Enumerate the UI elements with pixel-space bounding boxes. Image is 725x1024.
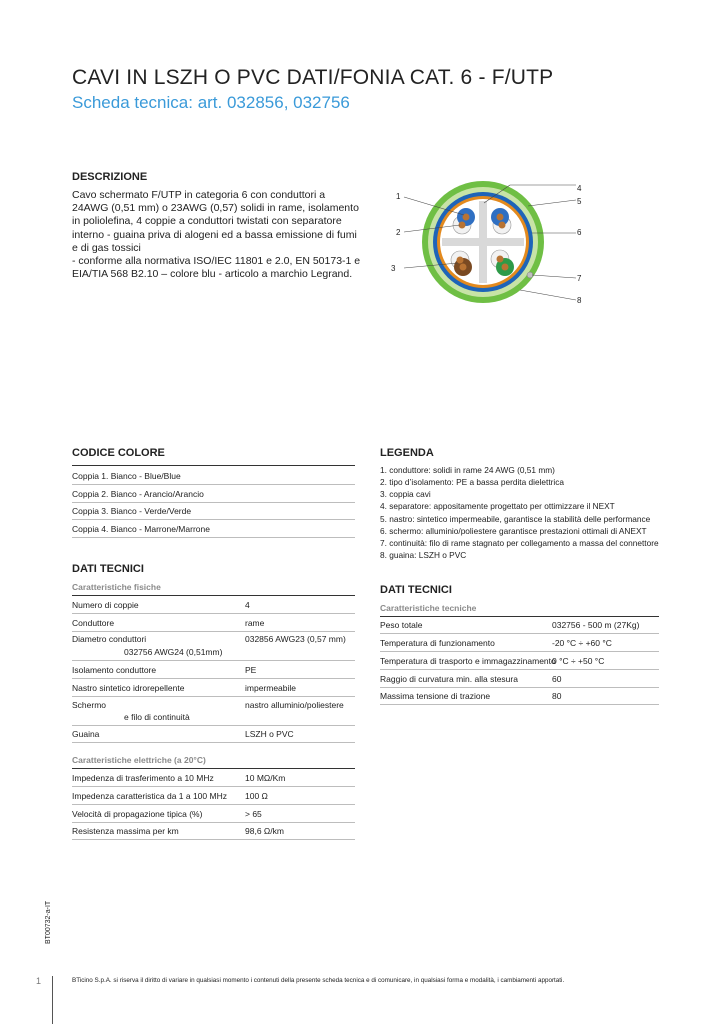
conductor (460, 264, 467, 271)
divider (72, 725, 355, 726)
tecniche-label: Temperatura di funzionamento (380, 638, 495, 648)
legend-item: 8. guaina: LSZH o PVC (380, 550, 467, 560)
elettriche-label: Velocità di propagazione tipica (%) (72, 809, 203, 819)
legend-item: 4. separatore: appositamente progettato per ottimizzare il NEXT (380, 501, 615, 511)
tecniche-value: 80 (552, 691, 562, 701)
legend-item: 3. coppia cavi (380, 489, 431, 499)
caratteristiche-fisiche-subheading: Caratteristiche fisiche (72, 582, 161, 592)
divider (380, 616, 659, 617)
tecniche-label: Massima tensione di trazione (380, 691, 491, 701)
elettriche-label: Impedenza di trasferimento a 10 MHz (72, 773, 214, 783)
fisiche-label: Schermo (72, 700, 107, 710)
fisiche-value: impermeabile (245, 683, 297, 693)
divider (72, 613, 355, 614)
legenda-heading: LEGENDA (380, 447, 434, 459)
fisiche-label-line2: e filo di continuità (124, 712, 190, 722)
color-code-row: Coppia 2. Bianco - Arancio/Arancio (72, 489, 204, 499)
document-code: BT00732-a-IT (45, 900, 52, 944)
conductor (457, 257, 464, 264)
fisiche-value: 032856 AWG23 (0,57 mm) (245, 634, 346, 644)
divider (380, 669, 659, 670)
footer-note: BTicino S.p.A. si riserva il diritto di variare in qualsiasi momento i contenuti della presente scheda tecnica e di comunicare, in qualsiasi forma e modalità, i cambiamenti apportati. (72, 977, 565, 984)
dati-tecnici-right-heading: DATI TECNICI (380, 584, 452, 596)
tecniche-value: -20 °C ÷ +60 °C (552, 638, 612, 648)
fisiche-label: Guaina (72, 729, 100, 739)
divider (72, 519, 355, 520)
conductor (497, 256, 504, 263)
diagram-label-4: 4 (577, 184, 582, 193)
diagram-label-6: 6 (577, 228, 582, 237)
cable-cross-section-diagram (380, 175, 590, 310)
caratteristiche-elettriche-subheading: Caratteristiche elettriche (a 20°C) (72, 755, 206, 765)
divider (72, 696, 355, 697)
legend-item: 1. conduttore: solidi in rame 24 AWG (0,51 mm) (380, 465, 555, 475)
descrizione-heading: DESCRIZIONE (72, 171, 148, 183)
elettriche-value: > 65 (245, 809, 262, 819)
fisiche-value: PE (245, 665, 257, 675)
legend-item: 7. continuità: filo di rame stagnato per collegamento a massa del connettore (380, 538, 659, 548)
fisiche-label: Conduttore (72, 618, 115, 628)
divider (72, 502, 355, 503)
page-subtitle: Scheda tecnica: art. 032856, 032756 (72, 93, 350, 112)
divider (72, 839, 355, 840)
tecniche-label: Temperatura di trasporto e immagazzinamento (380, 656, 556, 666)
diagram-label-7: 7 (577, 274, 582, 283)
tecniche-label: Raggio di curvatura min. alla stesura (380, 674, 518, 684)
divider (72, 786, 355, 787)
fisiche-label-line2: 032756 AWG24 (0,51mm) (124, 647, 223, 657)
diagram-label-1: 1 (396, 192, 401, 201)
footer-divider (52, 976, 53, 1024)
divider (72, 768, 355, 769)
page-number: 1 (36, 976, 42, 986)
divider (380, 633, 659, 634)
divider (72, 465, 355, 466)
descrizione-text: Cavo schermato F/UTP in categoria 6 con conduttori a 24AWG (0,51 mm) o 23AWG (0,57) solidi in rame, isolamento in poliolefina, 4 coppie a conduttori twistati con separatore interno - guaina priva di alogeni ed a bassa emissione di fumi e di gas tossici - conforme alla normativa ISO/IEC 11801 e 2.0, EN 50173-1 e EIA/TIA 568 B2.10 – colore blu - articolo a marchio Legrand. (72, 189, 361, 281)
divider (380, 687, 659, 688)
dati-tecnici-heading: DATI TECNICI (72, 563, 144, 575)
conductor (499, 222, 506, 229)
color-code-row: Coppia 4. Bianco - Marrone/Marrone (72, 524, 210, 534)
color-code-row: Coppia 3. Bianco - Verde/Verde (72, 506, 192, 516)
legend-item: 5. nastro: sintetico impermeabile, garantisce la stabilità delle performance (380, 514, 651, 524)
tecniche-value: 60 (552, 674, 562, 684)
divider (72, 484, 355, 485)
elettriche-label: Impedenza caratteristica da 1 a 100 MHz (72, 791, 227, 801)
divider (72, 742, 355, 743)
fisiche-label: Nastro sintetico idrorepellente (72, 683, 185, 693)
divider (380, 704, 659, 705)
tecniche-value: 032756 - 500 m (27Kg) (552, 620, 640, 630)
separator-horizontal (442, 238, 524, 246)
color-code-row: Coppia 1. Bianco - Blue/Blue (72, 471, 181, 481)
elettriche-value: 100 Ω (245, 791, 268, 801)
divider (380, 651, 659, 652)
fisiche-value: rame (245, 618, 265, 628)
divider (72, 678, 355, 679)
legend-item: 2. tipo d’isolamento: PE a bassa perdita dielettrica (380, 477, 565, 487)
fisiche-value: LSZH o PVC (245, 729, 294, 739)
caratteristiche-tecniche-subheading: Caratteristiche tecniche (380, 603, 477, 613)
diagram-label-2: 2 (396, 228, 401, 237)
conductor (463, 214, 470, 221)
divider (72, 804, 355, 805)
diagram-label-8: 8 (577, 296, 582, 305)
elettriche-label: Resistenza massima per km (72, 826, 179, 836)
fisiche-value: nastro alluminio/poliestere (245, 700, 344, 710)
divider (72, 631, 355, 632)
tecniche-label: Peso totale (380, 620, 423, 630)
conductor (502, 264, 509, 271)
fisiche-label: Numero di coppie (72, 600, 139, 610)
elettriche-value: 10 MΩ/Km (245, 773, 286, 783)
fisiche-value: 4 (245, 600, 250, 610)
tecniche-value: 0 °C ÷ +50 °C (552, 656, 605, 666)
conductor (497, 214, 504, 221)
legend-item: 6. schermo: alluminio/poliestere garantisce prestazioni ottimali di ANEXT (380, 526, 647, 536)
divider (72, 595, 355, 596)
fisiche-label: Diametro conduttori (72, 634, 147, 644)
fisiche-label: Isolamento conduttore (72, 665, 157, 675)
elettriche-value: 98,6 Ω/km (245, 826, 284, 836)
divider (72, 822, 355, 823)
divider (72, 537, 355, 538)
diagram-label-5: 5 (577, 197, 582, 206)
divider (72, 660, 355, 661)
diagram-label-3: 3 (391, 264, 396, 273)
codice-colore-heading: CODICE COLORE (72, 447, 165, 459)
page-title: CAVI IN LSZH O PVC DATI/FONIA CAT. 6 - F/UTP (72, 66, 554, 89)
